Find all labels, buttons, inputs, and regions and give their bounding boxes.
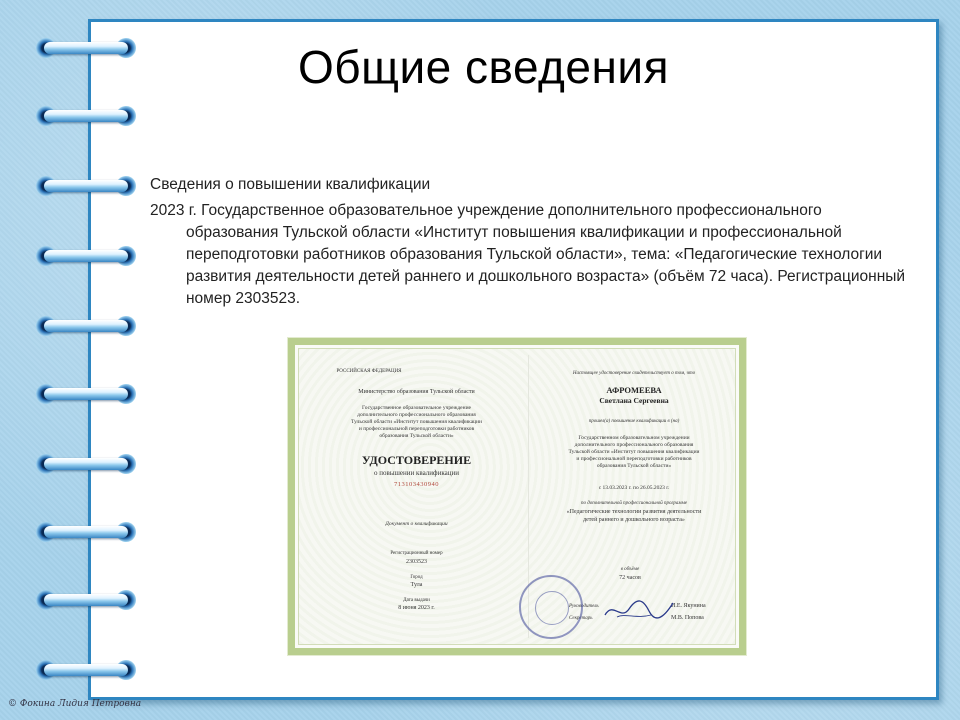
cert-passed: прошел(а) повышение квалификации в (на) <box>588 419 680 424</box>
cert-right-institution: Государственном образовательном учреждении дополнительного профессионального образования Тульской области «Институт повышения квалификации и профессиональной переподготовки работников образования Тульской области» <box>568 435 700 469</box>
cert-period: с 13.03.2023 г. по 26.05.2023 г. <box>598 485 670 491</box>
cert-volume-label: в объёме <box>620 567 640 572</box>
cert-intro: Настоящее удостоверение свидетельствует о том, что <box>572 371 696 376</box>
section-heading: Сведения о повышении квалификации <box>150 176 431 193</box>
cert-doc-type: Документ о квалификации <box>385 521 448 527</box>
spiral-ring <box>36 522 136 542</box>
cert-surname: АФРОМЕЕВА <box>606 385 662 395</box>
spiral-ring <box>36 316 136 336</box>
cert-ministry: Министерство образования Тульской области <box>358 389 475 395</box>
cert-secretary-label: Секретарь <box>569 616 593 621</box>
qualification-item: 2023 г. Государственное образовательное учреждение дополнительного профессионального образования Тульской области «Институт повышения квалификации и профессиональной переподготовки работников образования Тульской области», тема: «Педагогические технологии развития деятельности детей раннего и дошкольного возраста» (объём 72 часа). Регистрационный номер 2303523. <box>150 202 906 307</box>
spiral-ring <box>36 106 136 126</box>
official-seal <box>519 575 583 639</box>
cert-city-label: Город <box>410 575 423 580</box>
author-watermark: © Фокина Лидия Петровна <box>8 699 142 709</box>
cert-serial: 713103430940 <box>394 481 439 488</box>
cert-program: «Педагогические технологии развития деятельности детей раннего и дошкольного возраста» <box>566 509 702 523</box>
cert-title: УДОСТОВЕРЕНИЕ <box>361 453 472 467</box>
certificate-inner <box>298 348 736 645</box>
cert-reg-label: Регистрационный номер <box>390 551 443 556</box>
cert-date-label: Дата выдачи <box>403 598 430 603</box>
spiral-ring <box>36 590 136 610</box>
cert-head-label: Руководитель <box>569 604 599 609</box>
spiral-ring <box>36 176 136 196</box>
cert-reg-number: 2303523 <box>406 559 427 565</box>
cert-program-label: по дополнительной профессиональной программе <box>580 501 688 506</box>
spiral-ring <box>36 384 136 404</box>
cert-city: Тула <box>410 582 423 588</box>
certificate-image <box>288 338 746 655</box>
cert-subtitle: о повышении квалификации <box>374 469 459 477</box>
spiral-ring <box>36 246 136 266</box>
cert-head: И.Е. Якунина <box>671 603 706 609</box>
cert-date: 8 июня 2023 г. <box>398 605 435 611</box>
cert-secretary: М.В. Попова <box>671 615 704 621</box>
cert-institution: Государственное образовательное учреждение дополнительного профессионального образования Тульской области «Институт повышения квалификации и профессиональной переподготовки работников образования Тульской области» <box>350 405 483 439</box>
spiral-ring <box>36 660 136 680</box>
spiral-ring <box>36 454 136 474</box>
cert-name: Светлана Сергеевна <box>599 396 669 405</box>
slide-body <box>150 174 910 310</box>
signature <box>603 597 675 623</box>
cert-volume: 72 часов <box>619 575 641 581</box>
slide-title: Общие сведения <box>298 41 669 93</box>
cert-country: РОССИЙСКАЯ ФЕДЕРАЦИЯ <box>336 369 402 374</box>
